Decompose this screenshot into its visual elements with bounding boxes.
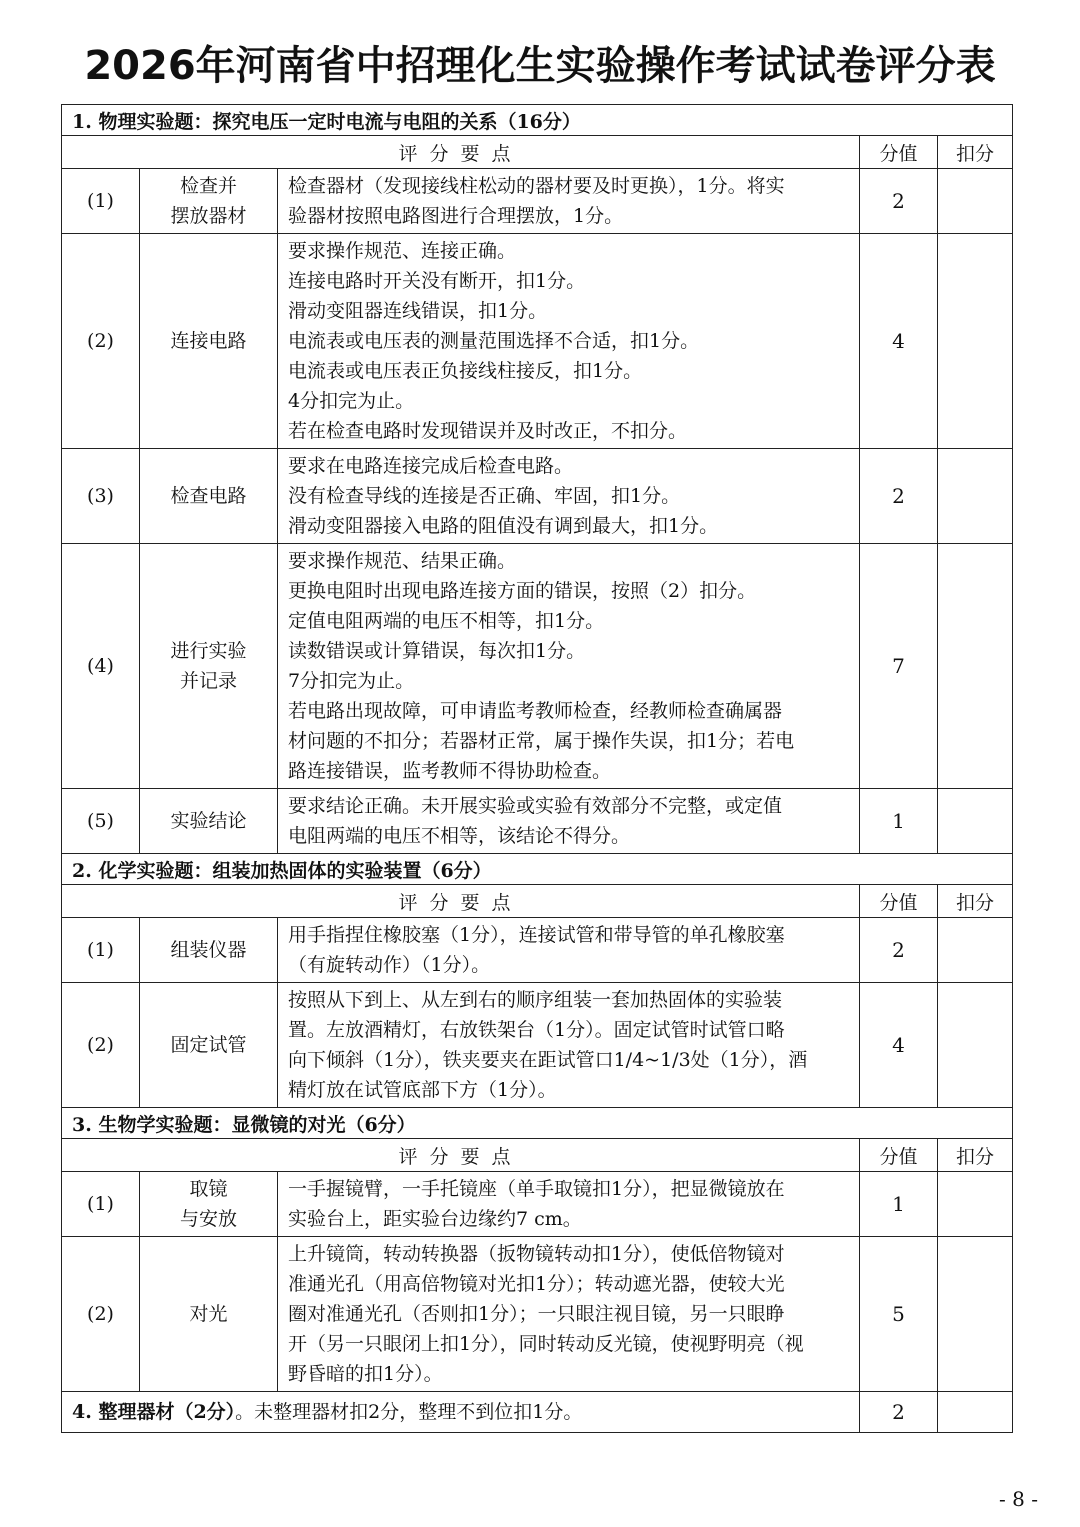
- physics-item-row: [62, 449, 1013, 544]
- item-description: [278, 449, 860, 544]
- item-description-line: 连接电路时开关没有断开，扣1分。: [288, 270, 586, 292]
- scoring-table: [61, 104, 1013, 1433]
- item-name-line: 进行实验: [170, 640, 247, 662]
- item-score: 1: [860, 789, 938, 854]
- physics-title-row: [62, 105, 1013, 136]
- biology-title: 3. 生物学实验题：显微镜的对光（6分）: [62, 1108, 1013, 1139]
- item-description: [278, 789, 860, 854]
- item-description-line: 定值电阻两端的电压不相等，扣1分。: [288, 610, 605, 632]
- chemistry-item-row: [62, 983, 1013, 1108]
- item-deduct-cell[interactable]: [938, 1237, 1013, 1392]
- biology-header-row: [62, 1139, 1013, 1172]
- physics-item-row: [62, 169, 1013, 234]
- item-description-line: 若在检查电路时发现错误并及时改正，不扣分。: [288, 420, 688, 442]
- item-number: (1): [62, 1172, 140, 1237]
- item-name: [140, 544, 278, 789]
- item-description-line: 按照从下到上、从左到右的顺序组装一套加热固体的实验装: [288, 989, 783, 1011]
- item-description: [278, 918, 860, 983]
- item-description-line: 开（另一只眼闭上扣1分），同时转动反光镜，使视野明亮（视: [288, 1333, 804, 1355]
- item-description-line: 滑动变阻器接入电路的阻值没有调到最大，扣1分。: [288, 515, 719, 537]
- item-description-line: 电流表或电压表正负接线柱接反，扣1分。: [288, 360, 643, 382]
- item-description-line: 上升镜筒，转动转换器（扳物镜转动扣1分），使低倍物镜对: [288, 1243, 785, 1265]
- item-score: 2: [860, 449, 938, 544]
- item-description-line: 要求操作规范、结果正确。: [288, 550, 517, 572]
- item-description: [278, 1172, 860, 1237]
- item-description-line: 野昏暗的扣1分）。: [288, 1363, 443, 1385]
- item-name-line: 摆放器材: [170, 205, 247, 227]
- chemistry-header-row: [62, 885, 1013, 918]
- cleanup-deduct-cell[interactable]: [938, 1392, 1013, 1433]
- physics-item-row: [62, 789, 1013, 854]
- item-description-line: 用手指捏住橡胶塞（1分），连接试管和带导管的单孔橡胶塞: [288, 924, 785, 946]
- item-description-line: 检查器材（发现接线柱松动的器材要及时更换），1分。将实: [288, 175, 785, 197]
- item-score: 1: [860, 1172, 938, 1237]
- item-description-line: 更换电阻时出现电路连接方面的错误，按照（2）扣分。: [288, 580, 757, 602]
- item-name-line: 实验结论: [170, 810, 247, 832]
- item-name-line: 固定试管: [170, 1034, 247, 1056]
- item-description-line: 要求结论正确。未开展实验或实验有效部分不完整，或定值: [288, 795, 783, 817]
- item-number: (2): [62, 983, 140, 1108]
- physics-item-row: [62, 544, 1013, 789]
- item-number: (1): [62, 169, 140, 234]
- item-score: 2: [860, 918, 938, 983]
- chemistry-title-row: [62, 854, 1013, 885]
- item-description-line: 置。左放酒精灯，右放铁架台（1分）。固定试管时试管口略: [288, 1019, 785, 1041]
- item-description-line: 材问题的不扣分；若器材正常，属于操作失误，扣1分；若电: [288, 730, 795, 752]
- cleanup-row: [62, 1392, 1013, 1433]
- item-deduct-cell[interactable]: [938, 983, 1013, 1108]
- physics-header-row: [62, 136, 1013, 169]
- header-deduct: 扣分: [938, 1139, 1013, 1172]
- item-description-line: 一手握镜臂，一手托镜座（单手取镜扣1分），把显微镜放在: [288, 1178, 785, 1200]
- item-description-line: 若电路出现故障，可申请监考教师检查，经教师检查确属器: [288, 700, 783, 722]
- item-name: [140, 983, 278, 1108]
- item-description-line: 要求操作规范、连接正确。: [288, 240, 517, 262]
- item-deduct-cell[interactable]: [938, 789, 1013, 854]
- item-description-line: 电阻两端的电压不相等，该结论不得分。: [288, 825, 631, 847]
- item-description: [278, 169, 860, 234]
- item-deduct-cell[interactable]: [938, 918, 1013, 983]
- header-points: 评分要点: [62, 136, 860, 169]
- item-name: [140, 918, 278, 983]
- item-name-line: 取镜: [189, 1178, 228, 1200]
- item-number: (3): [62, 449, 140, 544]
- item-number: (2): [62, 1237, 140, 1392]
- biology-item-row: [62, 1237, 1013, 1392]
- item-description-line: 验器材按照电路图进行合理摆放，1分。: [288, 205, 624, 227]
- item-name: [140, 169, 278, 234]
- item-name: [140, 789, 278, 854]
- item-description-line: 圈对准通光孔（否则扣1分）；一只眼注视目镜，另一只眼睁: [288, 1303, 785, 1325]
- item-number: (2): [62, 234, 140, 449]
- item-name-line: 检查并: [179, 175, 237, 197]
- item-score: 4: [860, 234, 938, 449]
- item-number: (1): [62, 918, 140, 983]
- chemistry-item-row: [62, 918, 1013, 983]
- item-number: (5): [62, 789, 140, 854]
- item-deduct-cell[interactable]: [938, 169, 1013, 234]
- item-name-line: 并记录: [179, 670, 237, 692]
- chemistry-title: 2. 化学实验题：组装加热固体的实验装置（6分）: [62, 854, 1013, 885]
- item-description: [278, 983, 860, 1108]
- header-deduct: 扣分: [938, 136, 1013, 169]
- header-score: 分值: [860, 885, 938, 918]
- item-score: 5: [860, 1237, 938, 1392]
- item-name-line: 检查电路: [170, 485, 247, 507]
- header-deduct: 扣分: [938, 885, 1013, 918]
- item-number: (4): [62, 544, 140, 789]
- item-description-line: 准通光孔（用高倍物镜对光扣1分）；转动遮光器，使较大光: [288, 1273, 785, 1295]
- item-description-line: 精灯放在试管底部下方（1分）。: [288, 1079, 557, 1101]
- item-description-line: 读数错误或计算错误，每次扣1分。: [288, 640, 586, 662]
- item-description: [278, 544, 860, 789]
- item-description-line: 实验台上，距实验台边缘约7 cm。: [288, 1208, 582, 1230]
- item-description-line: 向下倾斜（1分），铁夹要夹在距试管口1/4~1/3处（1分），酒: [288, 1049, 808, 1071]
- item-description-line: 电流表或电压表的测量范围选择不合适，扣1分。: [288, 330, 700, 352]
- item-description-line: （有旋转动作）（1分）。: [288, 954, 491, 976]
- physics-title: 1. 物理实验题：探究电压一定时电流与电阻的关系（16分）: [62, 105, 1013, 136]
- item-description-line: 要求在电路连接完成后检查电路。: [288, 455, 574, 477]
- item-name: [140, 1237, 278, 1392]
- item-description: [278, 1237, 860, 1392]
- header-score: 分值: [860, 136, 938, 169]
- cleanup-description: 。未整理器材扣2分，整理不到位扣1分。: [235, 1401, 583, 1423]
- item-name-line: 对光: [189, 1303, 228, 1325]
- item-description-line: 路连接错误，监考教师不得协助检查。: [288, 760, 612, 782]
- item-description-line: 7分扣完为止。: [288, 670, 415, 692]
- cleanup-text: [62, 1392, 860, 1433]
- item-score: 7: [860, 544, 938, 789]
- biology-item-row: [62, 1172, 1013, 1237]
- item-deduct-cell[interactable]: [938, 449, 1013, 544]
- physics-item-row: [62, 234, 1013, 449]
- page-title: 2026年河南省中招理化生实验操作考试试卷评分表: [84, 43, 996, 89]
- item-score: 4: [860, 983, 938, 1108]
- item-name: [140, 234, 278, 449]
- header-points: 评分要点: [62, 1139, 860, 1172]
- item-deduct-cell[interactable]: [938, 544, 1013, 789]
- item-description-line: 滑动变阻器连线错误，扣1分。: [288, 300, 548, 322]
- item-description-line: 4分扣完为止。: [288, 390, 415, 412]
- item-description-line: 没有检查导线的连接是否正确、牢固，扣1分。: [288, 485, 681, 507]
- item-name: [140, 449, 278, 544]
- cleanup-score: 2: [860, 1392, 938, 1433]
- item-name-line: 组装仪器: [170, 939, 247, 961]
- cleanup-title: 4. 整理器材（2分）: [72, 1401, 236, 1423]
- header-score: 分值: [860, 1139, 938, 1172]
- item-description: [278, 234, 860, 449]
- item-deduct-cell[interactable]: [938, 234, 1013, 449]
- item-name: [140, 1172, 278, 1237]
- page-number: - 8 -: [999, 1487, 1038, 1511]
- header-points: 评分要点: [62, 885, 860, 918]
- item-name-line: 连接电路: [170, 330, 247, 352]
- item-score: 2: [860, 169, 938, 234]
- item-deduct-cell[interactable]: [938, 1172, 1013, 1237]
- biology-title-row: [62, 1108, 1013, 1139]
- item-name-line: 与安放: [179, 1208, 237, 1230]
